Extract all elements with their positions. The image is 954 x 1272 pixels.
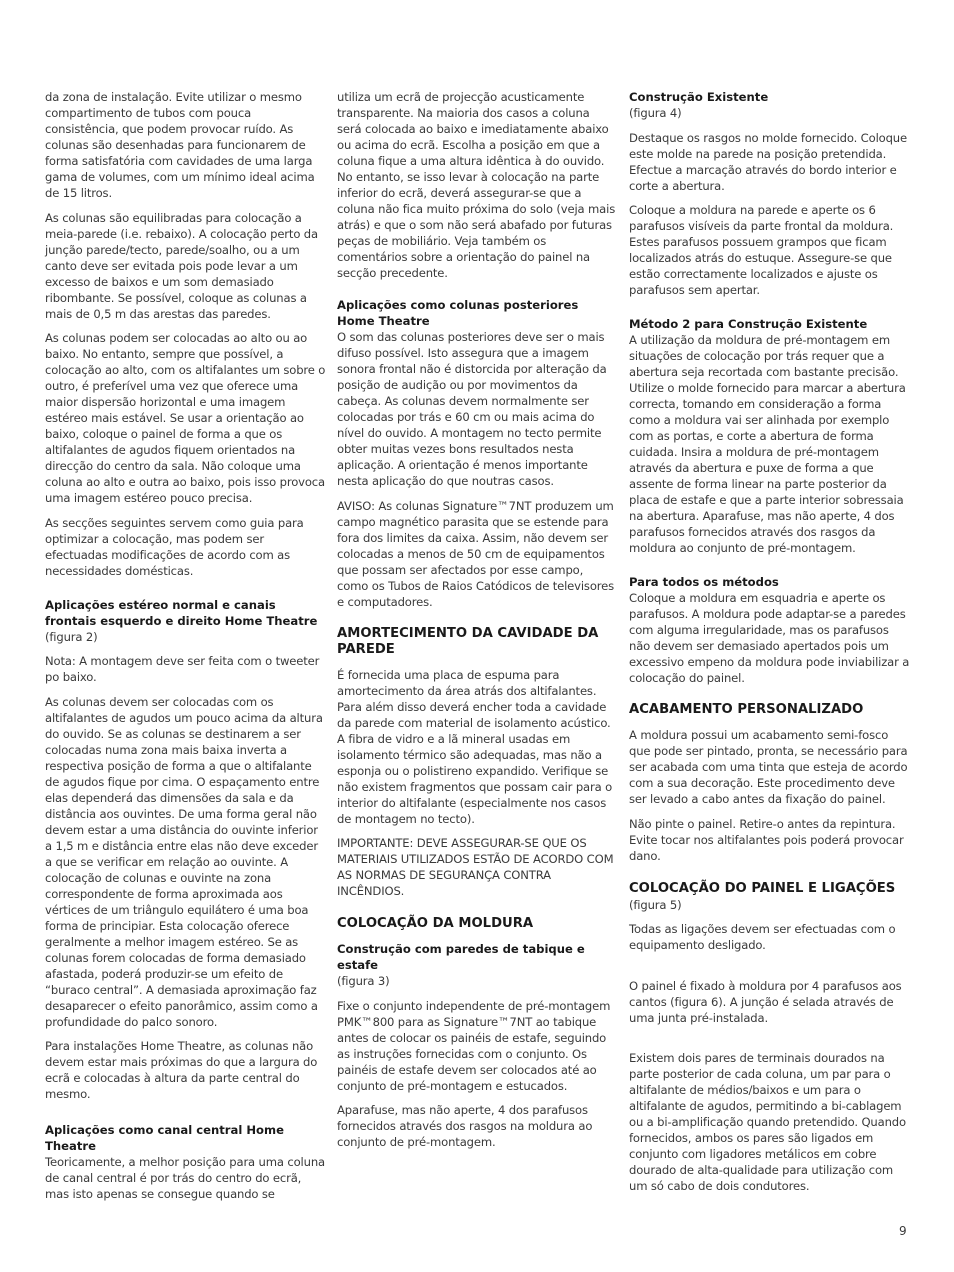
- subheading: Para todos os métodos: [629, 575, 779, 589]
- page-number: 9: [899, 1224, 907, 1238]
- column-middle: [337, 89, 617, 1162]
- paragraph: As colunas são equilibradas para colocação a meia-parede (i.e. rebaixo). A colocação perto da junção parede/tecto, parede/soalho, ou a um canto deve ser evitada pois pode levar a um excesso de baixos e um som demasiado ribombante. Se possível, coloque as colunas a mais de 0,5 m das arestas das paredes.: [45, 210, 318, 321]
- subheading: Método 2 para Construção Existente: [629, 317, 868, 331]
- paragraph: Para instalações Home Theatre, as colunas não devem estar mais próximas do que a largura do ecrã e colocadas à altura da parte central do mesmo.: [45, 1039, 318, 1101]
- section-existing: [629, 89, 912, 298]
- section-custom-finish: [629, 702, 912, 864]
- subheading: Aplicações como colunas posteriores Home Theatre: [337, 298, 579, 328]
- section-panel-connections: [629, 881, 912, 1195]
- paragraph: da zona de instalação. Evite utilizar o mesmo compartimento de tubos com pouca consistência, que podem provocar ruído. As colunas são desenhadas para funcionarem de forma satisfatória com cavidades de uma larga gama de volumes, com um mínimo ideal acima de 15 litros.: [45, 90, 315, 200]
- paragraph: Coloque a moldura em esquadria e aperte os parafusos. A moldura pode adaptar-se a paredes com alguma irregularidade, mas os parafusos não devem ser demasiado apertados pois um excessivo empeno da moldura pode inviabilizar a colocação do painel.: [629, 591, 910, 685]
- figure-reference: (figura 5): [629, 897, 682, 912]
- paragraph: Teoricamente, a melhor posição para uma coluna de canal central é por trás do centro do ecrã, mas isto apenas se consegue quando se: [45, 1155, 325, 1201]
- paragraph: Todas as ligações devem ser efectuadas com o equipamento desligado.: [629, 922, 896, 952]
- paragraph: Existem dois pares de terminais dourados na parte posterior de cada coluna, um par para o altifalante de médios/baixos e um para o altifalante de agudos, permitindo a bi-cablagem ou a bi-amplificação quando pretendido. Quando fornecidos, ambos os pares são ligados em conjunto com ligadores metálicos em cobre dourado de alta-qualidade para utilização com um só cabo de dois condutores.: [629, 1051, 906, 1193]
- section-stereo: [45, 597, 328, 1103]
- section-wall-damping: [337, 626, 617, 900]
- section-heading: COLOCAÇÃO DA MOLDURA: [337, 916, 534, 931]
- subheading: Construção Existente: [629, 90, 769, 104]
- paragraph: As colunas devem ser colocadas com os altifalantes de agudos um pouco acima da altura do ouvido. Se as colunas se destinarem a ser colocadas numa zona mais baixa inverta a respectiva posição de forma a que o altifalante de agudos fique por cima. O espaçamento entre elas dependerá das dimensões da sala e da distância aos ouvintes. De uma forma geral não devem estar a uma distância do ouvinte inferior a 1,5 m e distância entre elas não deve exceder a que se verificar em relação ao ouvinte. A colocação de colunas e ouvinte na zona correspondente de forma aproximada aos vértices de um triângulo equilátero é uma boa forma de principiar. Esta colocação oferece geralmente a melhor imagem estéreo. Se as colunas forem colocadas de forma demasiado afastada, poderá produzir-se um efeito de “buraco central”. A demasiada aproximação faz desaparecer o efeito panorâmico, assim como a profundidade do palco sonoro.: [45, 694, 323, 1029]
- paragraph: Nota: A montagem deve ser feita com o tweeter po baixo.: [45, 654, 320, 684]
- subheading: Aplicações estéreo normal e canais frontais esquerdo e direito Home Theatre: [45, 597, 318, 628]
- paragraph: O som das colunas posteriores deve ser o mais difuso possível. Isto assegura que a imagem sonora frontal não é distorcida por alteração da posição de audição ou por movimentos da cabeça. As colunas devem normalmente ser colocadas por trás e 60 cm ou mais acima do nível do ouvido. A montagem no tecto permite obter muitas vezes bons resultados nesta aplicação. A orientação é menos importante nesta aplicação do que noutras casos.: [337, 330, 607, 488]
- figure-reference: (figura 2): [45, 629, 98, 644]
- paragraph: utiliza um ecrã de projecção acusticamente transparente. Na maioria dos casos a coluna será colocada ao baixo e imediatamente abaixo ou acima do ecrã. Escolha a posição em que a coluna fique a uma altura idêntica à do ouvido. No entanto, se isso levar à colocação na parte inferior do ecrã, deverá assegurar-se que a coluna não fica muito próxima do solo (veja mais atrás) e que o som não será abafado por futuras peças de mobiliário. Veja também os comentários sobre a orientação do painel na secção precedente.: [337, 90, 616, 280]
- section-all-methods: [629, 574, 912, 686]
- paragraph: As secções seguintes servem como guia para optimizar a colocação, mas podem ser efectuadas modificações de acordo com as necessidades domésticas.: [45, 515, 304, 578]
- spacer: [629, 1034, 912, 1050]
- figure-reference: (figura 4): [629, 106, 682, 120]
- section-frame: [337, 916, 617, 1150]
- subheading: Construção com paredes de tabique e estafe: [337, 942, 585, 972]
- paragraph: A moldura possui um acabamento semi-fosco que pode ser pintado, pronta, se necessário para ser acabada com uma tinta que esteja de acordo com a sua decoração. Este procedimento deve ser levado a cabo antes da fixação do painel.: [629, 728, 908, 806]
- paragraph: Destaque os rasgos no molde fornecido. Coloque este molde na parede na posição pretendida. Efectue a marcação através do bordo interior e corte a abertura.: [629, 130, 907, 193]
- section-heading: AMORTECIMENTO DA CAVIDADE DA PAREDE: [337, 625, 599, 657]
- paragraph: Não pinte o painel. Retire-o antes da repintura. Evite tocar nos altifalantes pois poderá provocar dano.: [629, 816, 904, 863]
- section-heading: ACABAMENTO PERSONALIZADO: [629, 702, 864, 717]
- column-left: [45, 89, 328, 1214]
- column-right: [629, 89, 912, 1203]
- section-center-channel: [45, 1122, 328, 1202]
- paragraph: O painel é fixado à moldura por 4 parafusos aos cantos (figura 6). A junção é selada através de uma junta pré-instalada.: [629, 978, 902, 1025]
- paragraph: As colunas podem ser colocadas ao alto ou ao baixo. No entanto, sempre que possível, a colocação ao alto, com os altifalantes um sobre o outro, é preferível uma vez que oferece uma maior dispersão horizontal e uma imagem estéreo mais estável. Se usar a orientação ao baixo, coloque o painel de forma a que os altifalantes de agudos fiquem orientados na direcção do centro da sala. Não coloque uma coluna ao alto e outra ao baixo, pois isso provoca uma imagem estéreo pouco precisa.: [45, 331, 326, 505]
- important-paragraph: IMPORTANTE: DEVE ASSEGURAR-SE QUE OS MATERIAIS UTILIZADOS ESTÃO DE ACORDO COM AS NORMAS DE SEGURANÇA CONTRA INCÊNDIOS.: [337, 836, 614, 898]
- paragraph: Aparafuse, mas não aperte, 4 dos parafusos fornecidos através dos rasgos na moldura ao conjunto de pré-montagem.: [337, 1103, 593, 1149]
- paragraph: Fixe o conjunto independente de pré-montagem PMK™800 para as Signature™7NT ao tabique antes de colocar os painéis de estafe, seguindo as instruções fornecidas com o conjunto. Os painéis de estafe devem ser colocados até ao conjunto de pré-montagem e estucados.: [337, 998, 611, 1093]
- section-method-2: [629, 316, 912, 556]
- figure-reference: (figura 3): [337, 974, 390, 988]
- section-stud-wall: [337, 941, 617, 1150]
- spacer: [629, 962, 912, 978]
- paragraph: Coloque a moldura na parede e aperte os 6 parafusos visíveis da parte frontal da moldura. Estes parafusos possuem grampos que ficam localizados atrás do estuque. Assegure-se que estão correctamente localizados e ajuste os parafusos sem apertar.: [629, 203, 894, 297]
- warning-paragraph: AVISO: As colunas Signature™7NT produzem um campo magnético parasita que se estende para fora dos limites da caixa. Assim, não devem ser colocadas a menos de 50 cm de equipamentos que possam ser afectados por esse campo, como os Tubos de Raios Catódicos de televisores e computadores.: [337, 498, 615, 609]
- subheading: Aplicações como canal central Home Theatre: [45, 1123, 284, 1153]
- section-heading: COLOCAÇÃO DO PAINEL E LIGAÇÕES: [629, 880, 896, 896]
- paragraph: A utilização da moldura de pré-montagem em situações de colocação por trás requer que a abertura seja recortada com bastante precisão. Utilize o molde fornecido para marcar a abertura correcta, tomando em consideração a forma como a moldura vai ser alinhada por exemplo com as portas, e corte a abertura de forma cuidada. Insira a moldura de pré-montagem através da abertura e puxe de forma a que assente de forma linear na parte posterior da placa de estafe e que a parte interior sobressaia na abertura. Aparafuse, mas não aperte, 4 dos parafusos fornecidos através dos rasgos da moldura ao conjunto de pré-montagem.: [629, 333, 906, 555]
- paragraph: É fornecida uma placa de espuma para amortecimento da área atrás dos altifalantes. Para além disso deverá encher toda a cavidade da parede com material de isolamento acústico. A fibra de vidro e a lã mineral usadas em isolamento térmico são adequadas, mas não a esponja ou o polistireno expandido. Verifique se não existem fragmentos que possam cair para o interior do altifalante (especialmente nos casos de montagem no tecto).: [337, 667, 613, 826]
- section-rear: [337, 297, 617, 610]
